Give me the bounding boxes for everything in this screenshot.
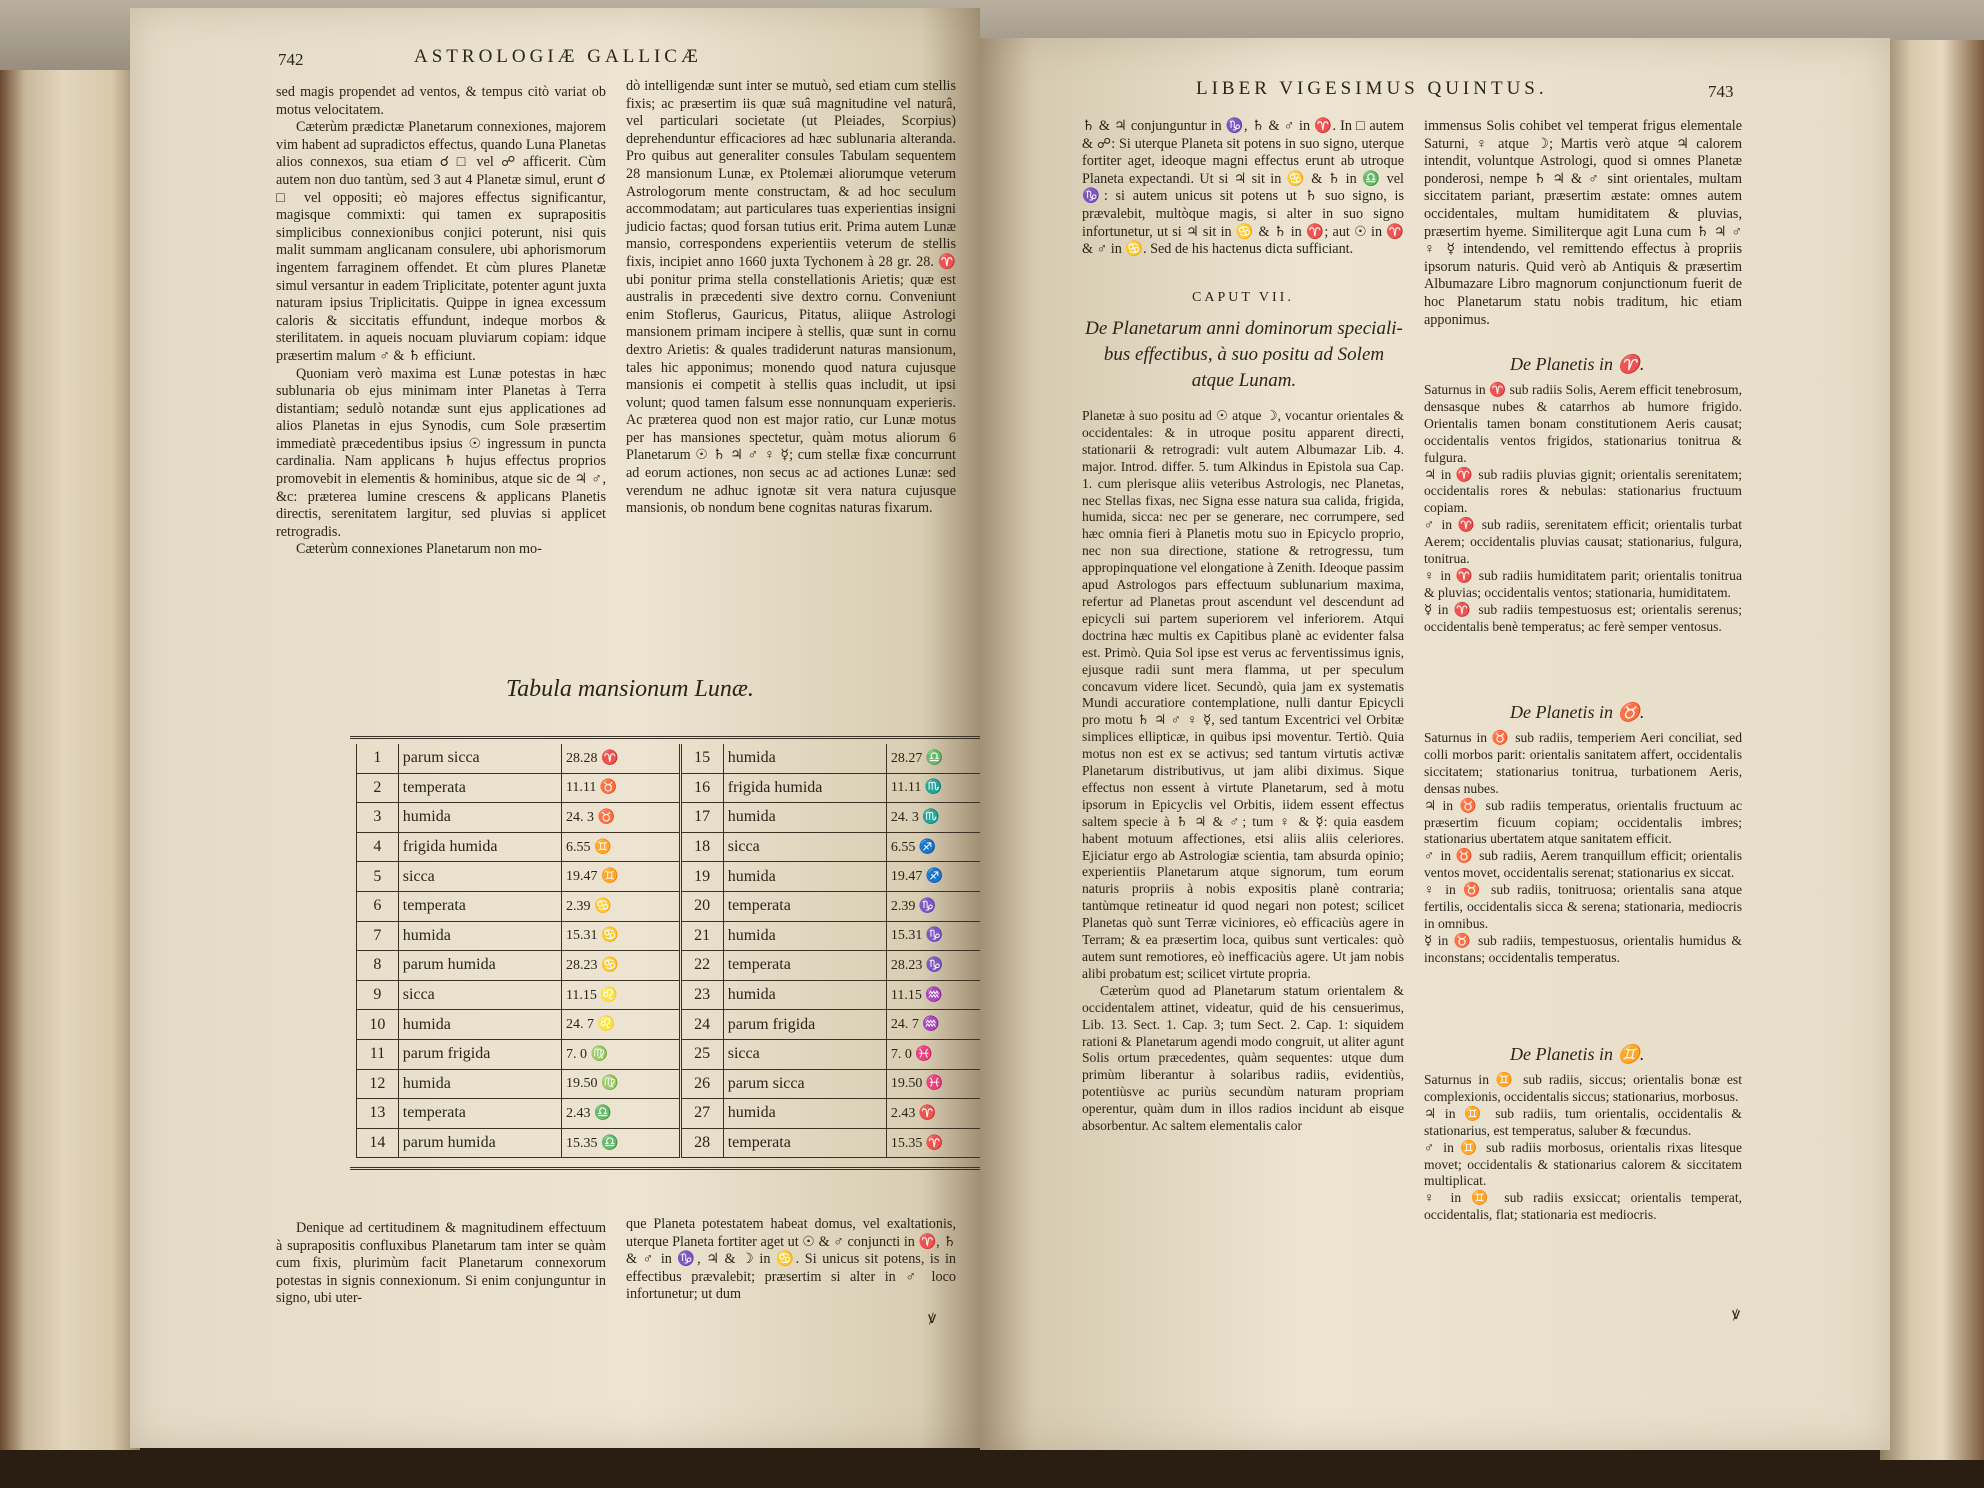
- mansion-quality: humida: [398, 803, 561, 833]
- mansion-number: 7: [357, 921, 399, 951]
- chapter-title: [1084, 316, 1404, 394]
- mansion-number: 3: [357, 803, 399, 833]
- table-row: [357, 862, 1000, 892]
- table-row: [357, 921, 1000, 951]
- mansion-quality: temperata: [723, 951, 886, 981]
- section-heading: De Planetis in ♈.: [1510, 354, 1645, 374]
- section-body: [1424, 1072, 1742, 1224]
- table-row: [357, 1069, 1000, 1099]
- table-row: [357, 744, 1000, 773]
- mansion-number: 16: [680, 773, 723, 803]
- mansion-position: 28.23 ♑: [886, 951, 999, 981]
- mansion-number: 18: [680, 832, 723, 862]
- mansion-number: 17: [680, 803, 723, 833]
- table-row: [357, 951, 1000, 981]
- mansion-quality: sicca: [398, 862, 561, 892]
- catchword: ꝟ: [928, 1310, 937, 1327]
- mansion-quality: parum frigida: [398, 1039, 561, 1069]
- paragraph: ♃ in ♊ sub radiis, tum orientalis, occidentalis & stationarius, est temperatus, saluber & fœcundus.: [1424, 1105, 1742, 1138]
- mansion-position: 19.47 ♊: [561, 862, 680, 892]
- mansion-position: 2.39 ♑: [886, 891, 999, 921]
- table-title: Tabula mansionum Lunæ.: [506, 676, 754, 702]
- mansion-quality: parum humida: [398, 1128, 561, 1158]
- table-row: [357, 1099, 1000, 1129]
- mansion-position: 15.31 ♑: [886, 921, 999, 951]
- mansion-number: 5: [357, 862, 399, 892]
- section-body: [1424, 382, 1742, 636]
- mansion-position: 15.35 ♎: [561, 1128, 680, 1158]
- mansion-number: 20: [680, 891, 723, 921]
- mansion-position: 19.50 ♓: [886, 1069, 999, 1099]
- mansion-quality: sicca: [723, 832, 886, 862]
- paragraph: ♂ in ♉ sub radiis, Aerem tranquillum efficit; orientalis ventos movet, occidentalis serenat; stationarius ex siccat.: [1424, 848, 1742, 881]
- mansion-position: 28.23 ♋: [561, 951, 680, 981]
- mansion-number: 24: [680, 1010, 723, 1040]
- mansion-number: 8: [357, 951, 399, 981]
- chapter-title-line: bus effectibus, à suo positu ad Solem: [1103, 344, 1385, 365]
- mansion-position: 24. 7 ♌: [561, 1010, 680, 1040]
- page-number: 742: [278, 50, 304, 69]
- paragraph: ♃ in ♈ sub radiis pluvias gignit; orientalis serenitatem; occidentalis rores & nebulas: stationarius fructuum copiam.: [1424, 466, 1742, 516]
- mansion-quality: temperata: [398, 773, 561, 803]
- mansion-number: 23: [680, 980, 723, 1010]
- page-number: 743: [1708, 82, 1734, 101]
- mansion-position: 11.11 ♏: [886, 773, 999, 803]
- paragraph: ♀ in ♊ sub radiis exsiccat; orientalis temperat, occidentalis, flat; stationaria est mediocris.: [1424, 1190, 1742, 1223]
- mansion-quality: humida: [723, 744, 886, 773]
- mansion-number: 19: [680, 862, 723, 892]
- mansion-position: 7. 0 ♓: [886, 1039, 999, 1069]
- mansion-number: 4: [357, 832, 399, 862]
- mansion-position: 24. 7 ♒: [886, 1010, 999, 1040]
- mansion-quality: sicca: [398, 980, 561, 1010]
- book-fore-edge-left: [0, 70, 140, 1450]
- mansion-number: 10: [357, 1010, 399, 1040]
- mansion-number: 28: [680, 1128, 723, 1158]
- mansion-quality: parum frigida: [723, 1010, 886, 1040]
- mansion-position: 11.15 ♒: [886, 980, 999, 1010]
- paragraph: dò intelligendæ sunt inter se mutuò, sed etiam cum stellis fixis; ac præsertim iis quæ suâ magnitudine vel naturâ, vel particulari societate (ut Pleiades, Scorpius) deprehenduntur efficaciores ad hæc sublunaria alteranda. Pro quibus aut generaliter consules Tabulam sequentem 28 mansionum Lunæ, ex Ptolemæi aliorumque veterum Astrologorum mente constructam, & ad hoc seculum accommodatam; aut particulares tuas experientias insigni judicio factas; quod forsan tutius erit. Prima autem Lunæ mansio, correspondens experientiis veterum de stellis fixis, incipiet anno 1660 juxta Tychonem à 28 gr. 28. ♈ ubi ponitur prima stella constellationis Arietis; quæ est australis in præcedenti sive dextro cornu. Conveniunt enim Stoflerus, Gauricus, Pitatus, aliique Astrologi mansionem primam incipere à stellis, quæ sunt in cornu dextro Arietis: & quales tradiderunt naturas mansionum, tales hic apponimus; monendo quod natura cujusque mansionis ei competit à stellis quas includit, ut ipsi volunt; quod tamen falsum esse nonnunquam experieris. Ac præterea quod non est major ratio, cur Lunæ motus per has mansiones spectetur, quàm motus aliorum 6 Planetarum ☉ ♄ ♃ ♂ ♀ ☿; cum stellæ fixæ concurrunt ad eorum actiones, non secus ac ad actiones Lunæ: sed verendum ne adhuc ignotæ sit vera natura cujusque mansionis, ob nondum bene cognitas naturas fixarum.: [626, 78, 956, 517]
- left-page: [130, 8, 980, 1448]
- running-head: ASTROLOGIÆ GALLICÆ: [414, 46, 702, 67]
- table-row: [357, 1128, 1000, 1158]
- mansion-quality: humida: [398, 921, 561, 951]
- mansion-number: 11: [357, 1039, 399, 1069]
- mansion-quality: frigida humida: [723, 773, 886, 803]
- mansion-quality: humida: [723, 803, 886, 833]
- paragraph: ♀ in ♉ sub radiis, tonitruosa; orientalis sana atque fertilis, occidentalis sicca & serena; stationaria, mediocris in omnibus.: [1424, 882, 1742, 931]
- mansion-position: 28.27 ♎: [886, 744, 999, 773]
- mansion-number: 15: [680, 744, 723, 773]
- mansion-position: 11.15 ♌: [561, 980, 680, 1010]
- column-1: [276, 84, 606, 559]
- column-2-top: immensus Solis cohibet vel temperat frigus elementale Saturni, ♀ atque ☽; Martis verò atque ♃ calorem intendit, voluntque Astrologi, quod si omnes Planetæ ponderosi, nempe ♄ ♃ & ♂ sint orientales, multam siccitatem pariant, præsertim æstate: omnes autem occidentales, multam humiditatem & pluvias, præsertim hyeme. Similiterque agit Luna cum ♄ ♃ ♂ ♀ ☿ intendendo, vel remittendo effectus à propriis ipsorum naturis. Quid verò ab Antiquis & præsertim Albumazare Libro magnorum conjunctionum fuerit de hoc Planetarum statu nobis traditum, hic etiam apponimus.: [1424, 118, 1742, 328]
- paragraph: ♂ in ♈ sub radiis, serenitatem efficit; orientalis turbat Aerem; occidentalis pluvias causat; stationarius, fulgura, tonitrua.: [1424, 517, 1742, 567]
- column-1-top: ♄ & ♃ conjunguntur in ♑, ♄ & ♂ in ♈. In □ autem & ☍: Si uterque Planeta sit potens in suo signo, uterque fortiter aget, ideoque magni effectus erunt ab utroque Planeta expectandi. Ut si ♃ sit in ♋ & ♄ in ♎ vel ♑: si autem unicus sit potens ut ♄ suo signo, is prævalebit, multòque magis, si alter in suo signo infortunetur, ut si ♃ sit in ♋ & ♄ in ♈; aut ☉ in ♈ & ♂ in ♋. Sed de his hactenus dicta sufficiant.: [1082, 118, 1404, 258]
- paragraph: ♂ in ♊ sub radiis morbosus, orientalis rixas litesque movet; occidentalis & stationarius calorem & siccitatem multiplicat.: [1424, 1139, 1742, 1189]
- mansion-number: 26: [680, 1069, 723, 1099]
- chapter-title-line: De Planetarum anni dominorum speciali-: [1085, 318, 1403, 339]
- column-1-body: [1082, 408, 1404, 1135]
- mansion-quality: frigida humida: [398, 832, 561, 862]
- catchword: ꝟ: [1732, 1306, 1741, 1323]
- table-row: [357, 832, 1000, 862]
- mansion-number: 12: [357, 1069, 399, 1099]
- table-row: [357, 773, 1000, 803]
- column-2: [626, 78, 956, 518]
- bottom-paragraph-col2: que Planeta potestatem habeat domus, vel exaltationis, uterque Planeta fortiter aget ut ☉ & ♂ conjuncti in ♈, ♄ & ♂ in ♑, ♃ & ☽ in ♋. Si unicus sit potens, is in effectibus prævalebit; præsertim si alter in ♂ loco infortunetur; ut dum: [626, 1216, 956, 1303]
- paragraph: Saturnus in ♊ sub radiis, siccus; orientalis bonæ est complexionis, occidentalis siccus; stationarius, morbosus.: [1424, 1072, 1742, 1104]
- mansion-number: 1: [357, 744, 399, 773]
- mansion-position: 7. 0 ♍: [561, 1039, 680, 1069]
- mansion-number: 14: [357, 1128, 399, 1158]
- mansion-number: 9: [357, 980, 399, 1010]
- right-page: [980, 38, 1890, 1450]
- mansion-quality: parum humida: [398, 951, 561, 981]
- paragraph: Quoniam verò maxima est Lunæ potestas in hæc sublunaria ob ejus minimam inter Planetas à Terra distantiam; sedulò notandæ sunt ejus applicationes ad alios Planetas in ejus Synodis, cum Sole præsertim immediatè præcedentibus ipsius ☉ ingressum in puncta cardinalia. Nam applicans ♄ hujus effectus proprios promovebit in elementis & hominibus, atque sic de ♃ ♂, &c: præterea lumine crescens & applicans Planetis directis, serenitatem largitur, sed pluvias si applicet retrogradis.: [276, 365, 606, 540]
- mansion-quality: parum sicca: [723, 1069, 886, 1099]
- paragraph: Cæterùm quod ad Planetarum statum orientalem & occidentalem attinet, videatur, quid de his censuerimus, Lib. 13. Sect. 1. Cap. 3; tum Sect. 2. Cap. 1: siquidem rationi & Planetarum agendi modo congruit, ut aliter agunt Solis ortum præcedentes, quàm sequentes: utque dum primùm liberantur à solaribus radiis, evidentiùs, potentiùsve ac puriùs secundùm naturam propriam operentur, quàm dum in illos radios incidunt ab eisque absorbentur. Ac saltem elementalis calor: [1082, 982, 1404, 1134]
- chapter-heading: CAPUT VII.: [1192, 290, 1294, 305]
- mansion-quality: humida: [398, 1069, 561, 1099]
- section-heading: De Planetis in ♊.: [1510, 1044, 1645, 1064]
- section-heading: De Planetis in ♉.: [1510, 702, 1645, 722]
- mansion-quality: sicca: [723, 1039, 886, 1069]
- mansion-quality: humida: [723, 1099, 886, 1129]
- table-row: [357, 980, 1000, 1010]
- table-row: [357, 1010, 1000, 1040]
- mansion-position: 6.55 ♊: [561, 832, 680, 862]
- mansions-table: [356, 744, 1000, 1158]
- mansion-quality: humida: [723, 980, 886, 1010]
- paragraph: ☿ in ♉ sub radiis, tempestuosus, orientalis humidus & inconstans; occidentalis temperatus.: [1424, 932, 1742, 965]
- paragraph: Cæterùm connexiones Planetarum non mo-: [296, 541, 542, 558]
- paragraph: ☿ in ♈ sub radiis tempestuosus est; orientalis serenus; occidentalis benè temperatus; ac ferè semper ventosus.: [1424, 601, 1742, 634]
- mansion-number: 21: [680, 921, 723, 951]
- bottom-paragraph-col1: Denique ad certitudinem & magnitudinem effectuum à suprapositis confluxibus Planetarum tam inter se quàm cum fixis, plurimùm facit Planetarum connexorum potestas in signis connexionum. Si enim conjunguntur in signo, ubi uter-: [276, 1220, 606, 1307]
- mansion-number: 22: [680, 951, 723, 981]
- mansion-position: 19.47 ♐: [886, 862, 999, 892]
- mansion-quality: temperata: [723, 1128, 886, 1158]
- mansion-position: 24. 3 ♉: [561, 803, 680, 833]
- mansion-quality: humida: [723, 862, 886, 892]
- mansion-quality: parum sicca: [398, 744, 561, 773]
- paragraph: Planetæ à suo positu ad ☉ atque ☽, vocantur orientales & occidentales: & in utroque positu apparent directi, stationarii & retrogradi: vult autem Albumazar Lib. 4. major. Introd. differ. 5. tum Alkindus in Epistola sua Cap. 1. cum plerisque aliis veteribus Astrologis, nec Planetas, nec Stellas fixas, nec Signa esse natura sua calida, frigida, humida, sicca: nec per se generare, nec corrumpere, sed hæc omnia fieri à Planetis motu suo in Epicyclo proprio, nec non sua directione, statione & retrogressu, tum appropinquatione vel elongatione à Zenith. Ideoque passim apud Astrologos pars effectuum sublunarium maxima, refertur ad Planetas prout ascendunt vel descendunt ad epicycli sui partem superiorem vel inferiorem. Atqui doctrina hæc multis ex Capitibus planè ac evidenter falsa est. Primò. Quia Sol ipse est verus ac ferventissimus ignis, ejusque radii sunt mera flamma, ut per speculum concavum videre licet. Secundò, quia jam ex systematis Mundi accuratiore contemplatione, nulli dantur Epicycli pro motu ♄ ♃ ♂ ♀ ☿, sed tantum Excentrici vel Orbitæ simplices ellipticæ, in quibus ipsi moventur. Tertiò. Quia motus non est ex se activus; sed tantum virtutis activæ Planetarum distributivus, ut jam alibi diximus. Sique effectus non essent à virtute Planetarum, sed à motu ipsorum in Epicyclis vel Orbitis, iidem essent effectus saltem specie à ♄ ♃ & ♂; tum ♀ & ☿: quia easdem habent motuum affectiones, etsi aliis aliis celeriores. Ejiciatur ergo ab Astrologiæ scientia, tam absurda opinio; experientiis Planetarum atque signorum, tum eorum naturis propriis à nobis expositis planè contraria; tantùmque retineatur id quod negari non potest; scilicet Planetas quò sunt Terræ viciniores, eò efficaciùs agere in Terram; & ea præsertim loca, quibus sunt verticales: quò autem sunt remotiores, eò inefficaciùs agere. Ut jam nobis alibi probatum est; scilicet virtute propria.: [1082, 408, 1405, 981]
- table-row: [357, 1039, 1000, 1069]
- running-head: LIBER VIGESIMUS QUINTUS.: [1196, 78, 1548, 99]
- mansion-number: 25: [680, 1039, 723, 1069]
- mansion-position: 6.55 ♐: [886, 832, 999, 862]
- mansion-number: 27: [680, 1099, 723, 1129]
- section-body: [1424, 730, 1742, 967]
- mansion-number: 13: [357, 1099, 399, 1129]
- mansion-position: 15.31 ♋: [561, 921, 680, 951]
- paragraph: Saturnus in ♈ sub radiis Solis, Aerem efficit tenebrosum, densasque nubes & catarrhos ab humore frigido. Orientalis tamen bonam constitutionem Aeris causat; occidentalis ventos frigidos, stationarius tonitrua & fulgura.: [1424, 382, 1742, 465]
- mansion-position: 2.39 ♋: [561, 891, 680, 921]
- mansion-quality: humida: [723, 921, 886, 951]
- mansion-number: 2: [357, 773, 399, 803]
- mansion-position: 15.35 ♈: [886, 1128, 999, 1158]
- mansion-quality: humida: [398, 1010, 561, 1040]
- paragraph: Saturnus in ♉ sub radiis, temperiem Aeri conciliat, sed colli morbos parit: orientalis sanitatem affert, occidentalis siccitatem; stationarius tonitrua, turbationem Aeris, densas nubes.: [1424, 730, 1742, 796]
- paragraph: sed magis propendet ad ventos, & tempus citò variat ob motus velocitatem.: [276, 84, 606, 118]
- mansion-position: 19.50 ♍: [561, 1069, 680, 1099]
- paragraph: Cæterùm prædictæ Planetarum connexiones, majorem vim habent ad supradictos effectus, quando Luna Planetas alios connexos, sua etiam ☌ □ vel ☍ afficerit. Cùm autem non duo tantùm, sed 3 aut 4 Planetæ simul, erunt ☌ □ vel oppositi; eò majores effectus significantur, magisque commixti: qui tamen ex suprapositis simplicibus connexionibus conjici poterunt, nisi quis malit summam anglicanam consulere, ubi aphorismorum ingentem farraginem offendet. Et cùm plures Planetæ simul versantur in eadem Triplicitate, potenter agunt juxta naturam ipsius Triplicitatis. Quippe in ignea excessum caloris & siccitatis effundunt, indeque morbos & sterilitatem. in aqueis nocuam pluviarum copiam: idque præsertim malum ♂ & ♄ efficiunt.: [276, 119, 606, 364]
- mansion-quality: temperata: [398, 1099, 561, 1129]
- paragraph: ♀ in ♈ sub radiis humiditatem parit; orientalis tonitrua & pluvias; occidentalis ventos; stationaria, humiditatem.: [1424, 567, 1742, 600]
- mansion-quality: temperata: [723, 891, 886, 921]
- mansion-position: 28.28 ♈: [561, 744, 680, 773]
- table-row: [357, 803, 1000, 833]
- book-fore-edge-right: [1880, 40, 1984, 1460]
- table-row: [357, 891, 1000, 921]
- mansion-quality: temperata: [398, 891, 561, 921]
- mansion-position: 2.43 ♈: [886, 1099, 999, 1129]
- paragraph: ♃ in ♉ sub radiis temperatus, orientalis fructuum ac præsertim ficuum copiam; occidentalis imbres; stationarius ubertatem atque sanitatem efficit.: [1424, 797, 1742, 847]
- mansion-number: 6: [357, 891, 399, 921]
- chapter-title-line: atque Lunam.: [1191, 370, 1297, 391]
- mansion-position: 11.11 ♉: [561, 773, 680, 803]
- mansion-position: 2.43 ♎: [561, 1099, 680, 1129]
- mansion-position: 24. 3 ♏: [886, 803, 999, 833]
